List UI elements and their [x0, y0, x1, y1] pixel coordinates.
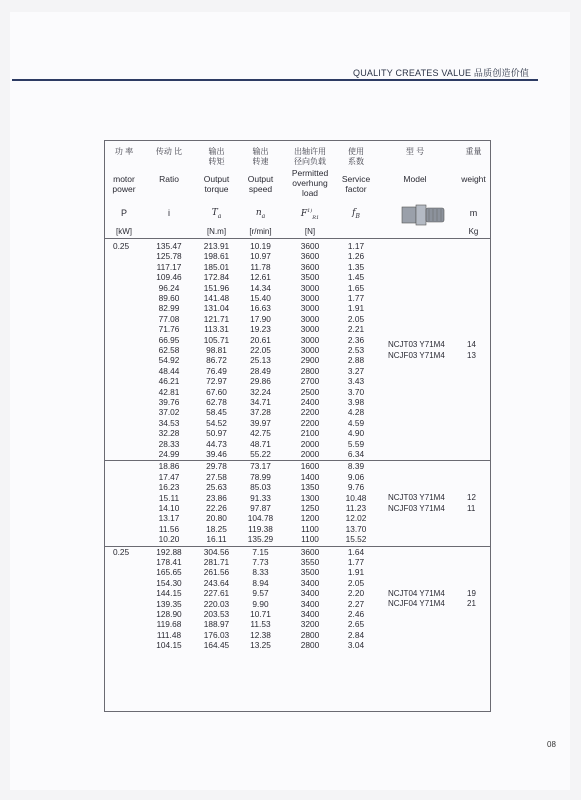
- weight-value: 21: [467, 599, 476, 609]
- table-cell: 7.15: [252, 546, 269, 557]
- table-cell: 72.97: [206, 376, 227, 387]
- table-cell: 3500: [300, 272, 320, 283]
- table-cell: 12.38: [250, 629, 271, 640]
- power-value: 0.25: [113, 546, 130, 557]
- table-row: [105, 366, 375, 376]
- column-symbol: $n_a$: [255, 208, 266, 220]
- table-cell: 144.15: [156, 588, 182, 599]
- column-header-en: Permitted overhung load: [291, 168, 329, 198]
- table-cell: 1600: [300, 461, 320, 472]
- table-cell: 3000: [300, 293, 320, 303]
- table-cell: 2500: [300, 386, 320, 397]
- table-cell: 3600: [300, 251, 320, 262]
- table-cell: 42.81: [158, 386, 180, 397]
- table-cell: 82.99: [158, 303, 180, 314]
- table-cell: 3400: [300, 609, 320, 619]
- column-unit: [kW]: [116, 227, 132, 236]
- table-cell: 10.19: [250, 241, 271, 251]
- table-cell: 12.02: [345, 513, 367, 524]
- table-row: [105, 534, 375, 544]
- table-cell: 119.68: [156, 619, 182, 630]
- table-cell: 165.65: [156, 567, 182, 578]
- column-unit: [N.m]: [206, 227, 227, 236]
- table-row: [105, 493, 375, 503]
- weight-value: 19: [467, 588, 476, 598]
- table-cell: 151.96: [203, 282, 230, 293]
- column-header-en: motor power: [112, 174, 136, 194]
- table-cell: 39.76: [158, 397, 180, 407]
- table-row: [105, 609, 375, 619]
- table-cell: 13.17: [158, 513, 180, 524]
- table-row: [105, 640, 375, 650]
- table-row: [105, 418, 375, 428]
- column-unit: [r/min]: [249, 227, 272, 236]
- table-cell: 1.91: [347, 303, 365, 314]
- table-row: [105, 272, 375, 282]
- column-header-en: Model: [403, 174, 427, 184]
- column-header-zh: 输出 转速: [252, 147, 269, 166]
- column-symbol: $F^{1)}_{R1}$: [300, 208, 320, 221]
- table-cell: 11.23: [345, 503, 367, 513]
- column-header-zh: 输出 转矩: [208, 147, 225, 166]
- table-cell: 117.17: [156, 261, 182, 272]
- table-cell: 203.53: [203, 609, 230, 619]
- table-row: [105, 241, 375, 251]
- table-row: [105, 567, 375, 577]
- table-cell: 1100: [301, 523, 319, 534]
- table-row: [105, 251, 375, 261]
- table-cell: 1.35: [347, 261, 365, 272]
- table-cell: 2.88: [347, 355, 365, 366]
- table-row: [105, 303, 375, 313]
- table-row: [105, 355, 375, 365]
- table-row: [105, 314, 375, 324]
- table-cell: 48.71: [250, 438, 271, 449]
- table-cell: 2.21: [347, 324, 365, 335]
- model-name: NCJT03 Y71M4: [388, 493, 445, 502]
- table-cell: 37.28: [250, 407, 271, 418]
- table-cell: 9.90: [252, 598, 269, 609]
- table-cell: 2800: [300, 629, 320, 640]
- table-cell: 227.61: [203, 588, 230, 599]
- table-cell: 1250: [300, 503, 320, 513]
- table-row: [105, 472, 375, 482]
- table-cell: 1.65: [347, 282, 365, 293]
- table-cell: 1.26: [347, 251, 365, 262]
- table-cell: 67.60: [206, 386, 227, 397]
- table-cell: 3500: [300, 567, 320, 578]
- table-cell: 1.17: [347, 241, 365, 251]
- header-separator: [105, 238, 490, 239]
- table-cell: 16.63: [250, 303, 271, 314]
- table-cell: 3.98: [347, 397, 365, 407]
- table-cell: 91.33: [250, 492, 271, 503]
- table-cell: 2.20: [347, 588, 365, 599]
- table-row: [105, 557, 375, 567]
- table-cell: 12.61: [250, 272, 271, 283]
- spec-table: [104, 140, 491, 712]
- table-cell: 125.78: [156, 251, 182, 262]
- table-row: [105, 345, 375, 355]
- table-cell: 97.87: [250, 503, 271, 513]
- table-cell: 1.77: [347, 557, 365, 567]
- table-cell: 34.53: [158, 417, 180, 428]
- table-cell: 2400: [300, 397, 320, 407]
- table-cell: 14.34: [250, 282, 271, 293]
- table-cell: 2.46: [347, 609, 365, 619]
- table-cell: 32.24: [250, 386, 271, 397]
- table-cell: 42.75: [250, 428, 271, 439]
- table-cell: 198.61: [203, 251, 230, 262]
- table-cell: 172.84: [203, 272, 230, 283]
- table-cell: 37.02: [158, 407, 180, 418]
- weight-value: 14: [467, 340, 476, 350]
- table-cell: 4.59: [347, 417, 365, 428]
- table-row: [105, 578, 375, 588]
- column-symbol: $T_a$: [211, 208, 222, 220]
- table-cell: 176.03: [203, 629, 230, 640]
- column-symbol: $f_B$: [352, 208, 360, 220]
- table-cell: 32.28: [158, 428, 180, 439]
- table-cell: 2200: [300, 417, 320, 428]
- table-row: [105, 619, 375, 629]
- table-row: [105, 376, 375, 386]
- table-cell: 22.05: [250, 345, 271, 355]
- table-cell: 8.33: [252, 567, 269, 578]
- table-row: [105, 439, 375, 449]
- table-cell: 11.56: [158, 523, 180, 534]
- table-row: [105, 335, 375, 345]
- table-cell: 48.44: [158, 365, 180, 376]
- table-cell: 54.52: [206, 417, 227, 428]
- table-cell: 261.56: [203, 567, 230, 578]
- table-cell: 141.48: [203, 293, 230, 303]
- table-cell: 185.01: [203, 261, 230, 272]
- power-value: 0.25: [113, 241, 130, 251]
- table-cell: 154.30: [156, 577, 182, 588]
- table-cell: 3600: [300, 546, 320, 557]
- table-row: [105, 449, 375, 459]
- table-cell: 7.73: [252, 557, 269, 567]
- table-cell: 131.04: [203, 303, 230, 314]
- table-cell: 2.05: [347, 577, 365, 588]
- table-cell: 13.25: [250, 640, 271, 651]
- table-cell: 10.48: [345, 492, 367, 503]
- table-cell: 13.70: [345, 523, 367, 534]
- table-cell: 66.95: [158, 334, 180, 345]
- table-cell: 2.65: [347, 619, 365, 630]
- table-cell: 14.10: [158, 503, 180, 513]
- table-cell: 62.58: [158, 345, 180, 355]
- column-header-en: Output torque: [203, 174, 230, 194]
- table-cell: 29.86: [250, 376, 271, 387]
- table-cell: 76.49: [206, 365, 227, 376]
- column-header-zh: 传动 比: [155, 147, 183, 156]
- table-cell: 44.73: [206, 438, 227, 449]
- table-cell: 3000: [300, 324, 320, 335]
- weight-value: 11: [467, 503, 476, 513]
- table-row: [105, 630, 375, 640]
- table-cell: 55.22: [250, 449, 271, 459]
- table-cell: 28.33: [158, 438, 180, 449]
- table-cell: 27.58: [206, 471, 227, 482]
- table-cell: 128.90: [156, 609, 182, 619]
- table-cell: 25.13: [250, 355, 271, 366]
- table-cell: 22.26: [206, 503, 227, 513]
- column-header-en: weight: [461, 174, 486, 184]
- table-cell: 9.06: [347, 471, 365, 482]
- table-cell: 2100: [300, 428, 320, 439]
- table-cell: 8.39: [347, 461, 365, 472]
- column-symbol: i: [168, 208, 170, 218]
- table-cell: 1350: [300, 482, 320, 493]
- table-cell: 10.97: [250, 251, 271, 262]
- table-cell: 3400: [300, 588, 320, 599]
- table-cell: 3550: [300, 557, 320, 567]
- table-cell: 3.70: [347, 386, 365, 397]
- table-row: [105, 324, 375, 334]
- table-cell: 20.80: [206, 513, 227, 524]
- table-cell: 4.90: [347, 428, 365, 439]
- table-cell: 85.03: [250, 482, 271, 493]
- table-cell: 4.28: [347, 407, 365, 418]
- weight-value: 13: [467, 350, 476, 360]
- table-cell: 109.46: [156, 272, 182, 283]
- table-cell: 16.11: [206, 534, 227, 545]
- table-cell: 2000: [300, 438, 320, 449]
- table-row: [105, 513, 375, 523]
- table-cell: 304.56: [203, 546, 230, 557]
- table-cell: 178.41: [156, 557, 182, 567]
- table-cell: 188.97: [203, 619, 230, 630]
- table-cell: 19.23: [250, 324, 271, 335]
- table-row: [105, 588, 375, 598]
- table-row: [105, 283, 375, 293]
- table-cell: 164.45: [203, 640, 230, 651]
- table-cell: 29.78: [206, 461, 227, 472]
- table-cell: 121.71: [203, 313, 230, 324]
- table-cell: 2.84: [347, 629, 365, 640]
- table-cell: 1.77: [347, 293, 365, 303]
- table-cell: 1400: [300, 471, 320, 482]
- table-cell: 2200: [300, 407, 320, 418]
- table-cell: 11.53: [250, 619, 271, 630]
- table-row: [105, 397, 375, 407]
- table-row: [105, 599, 375, 609]
- table-cell: 89.60: [158, 293, 180, 303]
- table-cell: 192.88: [156, 546, 182, 557]
- table-cell: 135.29: [247, 534, 274, 545]
- table-row: [105, 482, 375, 492]
- model-name: NCJT04 Y71M4: [388, 588, 445, 598]
- table-row: [105, 524, 375, 534]
- model-name: NCJF03 Y71M4: [388, 350, 445, 360]
- table-cell: 54.92: [158, 355, 180, 366]
- table-cell: 119.38: [248, 523, 273, 534]
- table-row: [105, 503, 375, 513]
- table-cell: 18.25: [206, 523, 227, 534]
- header-rule: [12, 79, 538, 81]
- table-cell: 104.15: [156, 640, 182, 651]
- table-row: [105, 262, 375, 272]
- table-cell: 3000: [300, 345, 320, 355]
- table-cell: 71.76: [158, 324, 180, 335]
- table-cell: 28.49: [250, 365, 271, 376]
- table-cell: 2700: [300, 376, 320, 387]
- table-cell: 77.08: [158, 313, 180, 324]
- table-cell: 16.23: [158, 482, 180, 493]
- table-cell: 3000: [300, 313, 320, 324]
- model-name: NCJF04 Y71M4: [388, 599, 445, 609]
- table-cell: 3000: [300, 334, 320, 345]
- table-cell: 9.76: [347, 482, 365, 493]
- table-cell: 9.57: [252, 588, 269, 599]
- table-row: [105, 293, 375, 303]
- table-cell: 96.24: [158, 282, 180, 293]
- table-row: [105, 428, 375, 438]
- table-cell: 1.91: [347, 567, 365, 578]
- table-cell: 6.34: [347, 449, 365, 459]
- table-cell: 34.71: [250, 397, 271, 407]
- table-cell: 2800: [300, 365, 320, 376]
- column-header-zh: 使用 系数: [348, 147, 364, 166]
- table-cell: 220.03: [203, 598, 230, 609]
- table-cell: 11.78: [250, 261, 271, 272]
- table-cell: 17.47: [158, 471, 180, 482]
- table-cell: 104.78: [247, 513, 274, 524]
- table-cell: 5.59: [347, 438, 365, 449]
- table-cell: 58.45: [206, 407, 227, 418]
- table-cell: 39.97: [250, 417, 271, 428]
- table-cell: 46.21: [158, 376, 180, 387]
- table-cell: 3600: [300, 241, 320, 251]
- table-cell: 2800: [300, 640, 320, 651]
- table-cell: 3.43: [347, 376, 365, 387]
- table-cell: 24.99: [158, 449, 180, 459]
- gearmotor-icon: [400, 199, 448, 229]
- table-cell: 139.35: [156, 598, 182, 609]
- table-cell: 2000: [300, 449, 320, 459]
- table-cell: 1300: [300, 492, 320, 503]
- weight-value: 12: [467, 493, 476, 502]
- table-cell: 23.86: [206, 492, 227, 503]
- column-unit: [N]: [304, 227, 316, 236]
- table-cell: 86.72: [206, 355, 227, 366]
- table-cell: 8.94: [252, 577, 269, 588]
- page-header-title: QUALITY CREATES VALUE 品质创造价值: [353, 68, 530, 78]
- table-cell: 105.71: [203, 334, 230, 345]
- table-cell: 78.99: [250, 471, 271, 482]
- table-row: [105, 387, 375, 397]
- table-cell: 113.31: [204, 324, 229, 335]
- table-cell: 3000: [300, 282, 320, 293]
- column-symbol: m: [469, 208, 478, 218]
- column-header-en: Ratio: [159, 174, 179, 184]
- table-cell: 62.78: [206, 397, 227, 407]
- column-header-zh: 型 号: [405, 147, 425, 156]
- model-name: NCJT03 Y71M4: [388, 340, 445, 350]
- table-cell: 3400: [300, 577, 320, 588]
- table-cell: 50.97: [206, 428, 227, 439]
- table-cell: 3.04: [347, 640, 365, 651]
- table-cell: 2.05: [347, 313, 365, 324]
- table-row: [105, 461, 375, 471]
- table-cell: 18.86: [158, 461, 180, 472]
- page-number: 08: [547, 740, 556, 749]
- table-row: [105, 407, 375, 417]
- table-cell: 25.63: [206, 482, 227, 493]
- column-symbol: P: [120, 208, 127, 218]
- table-cell: 3600: [300, 261, 320, 272]
- table-cell: 135.47: [156, 241, 182, 251]
- table-cell: 39.46: [206, 449, 227, 459]
- table-cell: 2900: [300, 355, 320, 366]
- table-cell: 15.52: [345, 534, 367, 545]
- table-row: [105, 547, 375, 557]
- table-cell: 17.90: [250, 313, 271, 324]
- table-cell: 15.11: [158, 492, 180, 503]
- table-cell: 111.48: [156, 629, 182, 640]
- column-header-en: Service factor: [341, 174, 371, 194]
- table-cell: 3200: [300, 619, 320, 630]
- table-cell: 3400: [300, 598, 320, 609]
- table-cell: 243.64: [203, 577, 230, 588]
- table-cell: 10.20: [158, 534, 180, 545]
- table-cell: 213.91: [203, 241, 230, 251]
- table-cell: 98.81: [206, 345, 227, 355]
- table-cell: 281.71: [203, 557, 230, 567]
- table-cell: 15.40: [250, 293, 271, 303]
- table-cell: 1200: [300, 513, 320, 524]
- table-cell: 2.27: [347, 598, 365, 609]
- table-cell: 10.71: [250, 609, 271, 619]
- table-cell: 1100: [301, 534, 319, 545]
- column-header-zh: 出轴许用 径向负载: [294, 147, 326, 166]
- table-cell: 3.27: [347, 365, 365, 376]
- column-unit: Kg: [468, 227, 479, 236]
- table-cell: 73.17: [250, 461, 271, 472]
- model-name: NCJF03 Y71M4: [388, 503, 445, 513]
- table-cell: 1.45: [347, 272, 365, 283]
- column-header-zh: 功 率: [114, 147, 134, 156]
- table-cell: 2.36: [347, 334, 365, 345]
- table-cell: 3000: [300, 303, 320, 314]
- table-cell: 1.64: [347, 546, 365, 557]
- table-cell: 20.61: [250, 334, 271, 345]
- column-header-zh: 重量: [465, 147, 482, 156]
- table-cell: 2.53: [347, 345, 365, 355]
- column-header-en: Output speed: [247, 174, 274, 194]
